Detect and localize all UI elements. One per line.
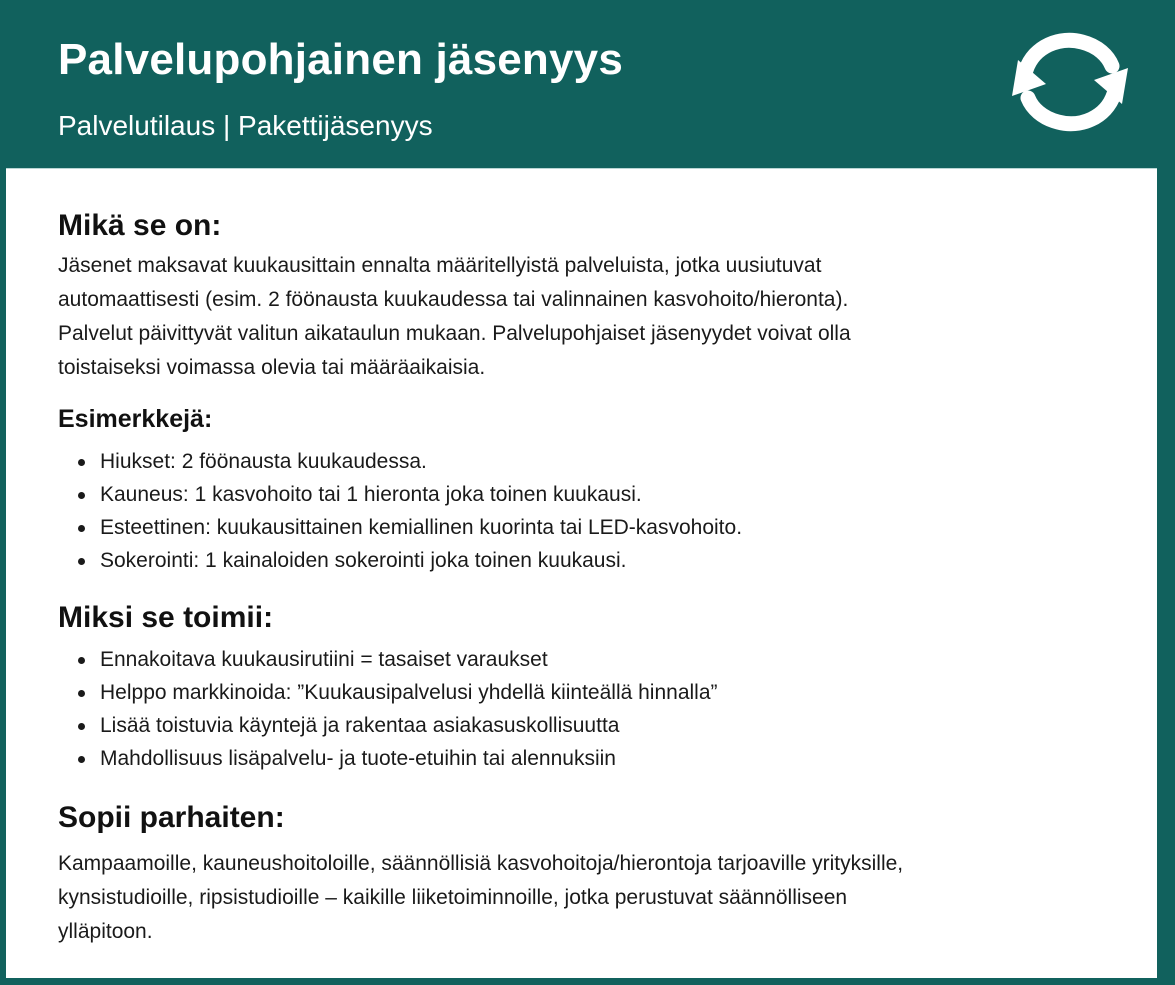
why-list	[58, 643, 718, 775]
list-item-text: Lisää toistuvia käyntejä ja rakentaa asiakasuskollisuutta	[100, 714, 620, 737]
list-item-text: Sokerointi: 1 kainaloiden sokerointi joka toinen kuukausi.	[100, 549, 627, 572]
text-line: ylläpitoon.	[58, 920, 153, 943]
list-item	[58, 511, 742, 544]
section-heading-what: Mikä se on:	[58, 209, 222, 242]
list-item	[58, 544, 742, 577]
section-heading-why: Miksi se toimii:	[58, 601, 274, 634]
list-item	[58, 643, 718, 676]
examples-list	[58, 445, 742, 577]
text-line: Kampaamoille, kauneushoitoloille, säännöllisiä kasvohoitoja/hierontoja tarjoaville yrityksille,	[58, 852, 904, 875]
bullet-icon	[78, 492, 85, 499]
list-item	[58, 445, 742, 478]
list-item	[58, 478, 742, 511]
sync-refresh-icon	[1008, 32, 1132, 132]
bullet-icon	[78, 558, 85, 565]
bullet-icon	[78, 756, 85, 763]
bullet-icon	[78, 525, 85, 532]
header-banner	[0, 0, 1175, 168]
list-item-text: Hiukset: 2 föönausta kuukaudessa.	[100, 450, 427, 473]
bullet-icon	[78, 657, 85, 664]
section-heading-examples: Esimerkkejä:	[58, 405, 213, 433]
text-line: Jäsenet maksavat kuukausittain ennalta määritellyistä palveluista, jotka uusiutuvat	[58, 254, 822, 277]
list-item	[58, 742, 718, 775]
text-line: Palvelut päivittyvät valitun aikataulun mukaan. Palvelupohjaiset jäsenyydet voivat olla	[58, 322, 851, 345]
page-title: Palvelupohjainen jäsenyys	[58, 35, 624, 84]
list-item-text: Mahdollisuus lisäpalvelu- ja tuote-etuihin tai alennuksiin	[100, 747, 616, 770]
text-line: toistaiseksi voimassa olevia tai määräaikaisia.	[58, 356, 486, 379]
list-item-text: Helppo markkinoida: ”Kuukausipalvelusi yhdellä kiinteällä hinnalla”	[100, 681, 718, 704]
content-panel	[6, 168, 1157, 978]
section-best-for-text	[58, 847, 1138, 949]
text-line: automaattisesti (esim. 2 föönausta kuukaudessa tai valinnainen kasvohoito/hieronta).	[58, 288, 849, 311]
list-item	[58, 676, 718, 709]
bullet-icon	[78, 723, 85, 730]
bullet-icon	[78, 459, 85, 466]
section-what-text	[58, 249, 1138, 385]
list-item-text: Kauneus: 1 kasvohoito tai 1 hieronta joka toinen kuukausi.	[100, 483, 642, 506]
page-subtitle: Palvelutilaus | Pakettijäsenyys	[58, 110, 433, 141]
list-item-text: Ennakoitava kuukausirutiini = tasaiset varaukset	[100, 648, 548, 671]
bullet-icon	[78, 690, 85, 697]
list-item-text: Esteettinen: kuukausittainen kemiallinen kuorinta tai LED-kasvohoito.	[100, 516, 743, 539]
list-item	[58, 709, 718, 742]
section-heading-best-for: Sopii parhaiten:	[58, 801, 285, 834]
text-line: kynsistudioille, ripsistudioille – kaikille liiketoiminnoille, jotka perustuvat säännölliseen	[58, 886, 848, 909]
